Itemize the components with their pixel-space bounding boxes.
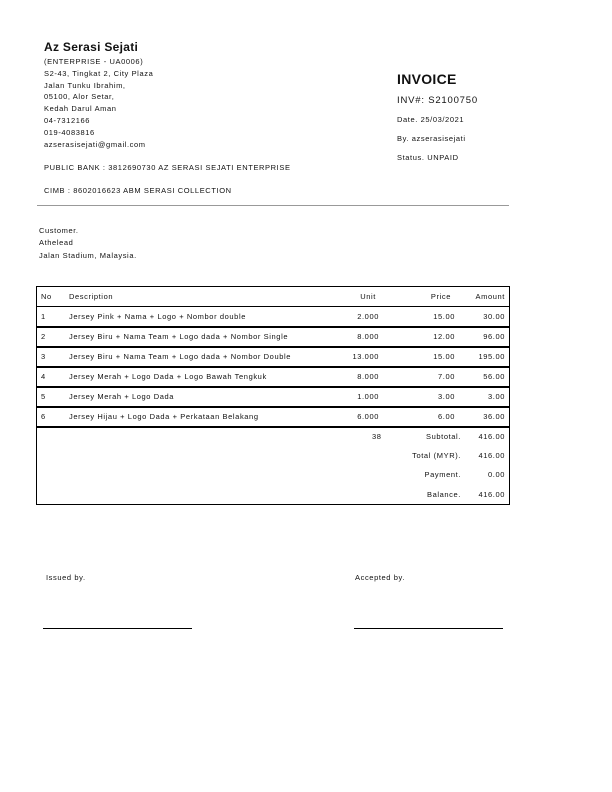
cell-amount: 3.00: [455, 387, 510, 407]
invoice-date: Date. 25/03/2021: [397, 115, 465, 124]
address-line: (ENTERPRISE - UA0006): [44, 57, 144, 66]
cell-unit: 2.000: [316, 307, 383, 327]
total-label: Total (MYR).: [412, 451, 461, 460]
address-line: 019-4083816: [44, 127, 95, 137]
cell-no: 5: [36, 387, 63, 407]
header-divider: [37, 205, 509, 206]
cell-unit: 6.000: [316, 407, 383, 427]
cell-no: 3: [36, 347, 63, 367]
cell-description: Jersey Biru + Nama Team + Logo dada + Nombor Double: [63, 347, 316, 367]
header-description: Description: [63, 287, 316, 307]
cell-unit: 13.000: [316, 347, 383, 367]
cell-unit: 8.000: [316, 367, 383, 387]
table-row: [36, 407, 510, 427]
company-address: [44, 56, 153, 150]
subtotal-value: 416.00: [478, 432, 505, 441]
cell-price: 15.00: [383, 307, 455, 327]
cell-no: 4: [36, 367, 63, 387]
customer-label: Customer.: [39, 226, 79, 235]
total-value: 416.00: [478, 451, 505, 460]
cell-amount: 36.00: [455, 407, 510, 427]
cell-amount: 30.00: [455, 307, 510, 327]
customer-block: [39, 225, 137, 262]
invoice-by: By. azserasisejati: [397, 134, 466, 143]
cell-unit: 8.000: [316, 327, 383, 347]
table-header-row: [36, 287, 510, 307]
table-row: [36, 387, 510, 407]
header-price: Price: [383, 287, 455, 307]
cell-description: Jersey Biru + Nama Team + Logo dada + Nombor Single: [63, 327, 316, 347]
address-line: 05100, Alor Setar,: [44, 92, 115, 102]
cell-amount: 195.00: [455, 347, 510, 367]
balance-value: 416.00: [478, 490, 505, 499]
customer-address: Jalan Stadium, Malaysia.: [39, 250, 137, 260]
total-units: 38: [372, 432, 382, 441]
cell-unit: 1.000: [316, 387, 383, 407]
table-row: [36, 327, 510, 347]
address-line: 04-7312166: [44, 115, 91, 125]
header-unit: Unit: [316, 287, 383, 307]
items-table: [36, 286, 510, 428]
cell-no: 6: [36, 407, 63, 427]
subtotal-label: Subtotal.: [425, 432, 461, 441]
bank-cimb: CIMB : 8602016623 ABM SERASI COLLECTION: [44, 186, 232, 195]
balance-label: Balance.: [427, 490, 461, 499]
table-row: [36, 367, 510, 387]
cell-description: Jersey Merah + Logo Dada: [63, 387, 316, 407]
address-line: Kedah Darul Aman: [44, 104, 117, 114]
cell-price: 12.00: [383, 327, 455, 347]
cell-amount: 56.00: [455, 367, 510, 387]
payment-label: Payment.: [424, 470, 461, 479]
table-row: [36, 307, 510, 327]
cell-description: Jersey Hijau + Logo Dada + Perkataan Belakang: [63, 407, 316, 427]
company-name: Az Serasi Sejati: [44, 40, 139, 54]
table-row: [36, 347, 510, 367]
accepted-by-label: Accepted by.: [355, 573, 406, 582]
cell-price: 15.00: [383, 347, 455, 367]
address-line: Jalan Tunku Ibrahim,: [44, 80, 126, 90]
header-no: No: [36, 287, 63, 307]
cell-price: 3.00: [383, 387, 455, 407]
invoice-title: INVOICE: [397, 71, 457, 87]
cell-no: 2: [36, 327, 63, 347]
cell-description: Jersey Pink + Nama + Logo + Nombor double: [63, 307, 316, 327]
payment-value: 0.00: [488, 470, 505, 479]
issued-by-signature-line: [43, 628, 192, 629]
cell-description: Jersey Merah + Logo Dada + Logo Bawah Tengkuk: [63, 367, 316, 387]
invoice-number: INV#: S2100750: [397, 95, 478, 106]
cell-amount: 96.00: [455, 327, 510, 347]
invoice-status: Status. UNPAID: [397, 153, 459, 162]
header-amount: Amount: [455, 287, 510, 307]
address-line: azserasisejati@gmail.com: [44, 139, 146, 149]
cell-no: 1: [36, 307, 63, 327]
bank-public: PUBLIC BANK : 3812690730 AZ SERASI SEJATI ENTERPRISE: [44, 163, 291, 172]
cell-price: 6.00: [383, 407, 455, 427]
address-line: S2-43, Tingkat 2, City Plaza: [44, 68, 154, 78]
accepted-by-signature-line: [354, 628, 503, 629]
issued-by-label: Issued by.: [46, 573, 86, 582]
customer-name: Athelead: [39, 238, 74, 248]
cell-price: 7.00: [383, 367, 455, 387]
